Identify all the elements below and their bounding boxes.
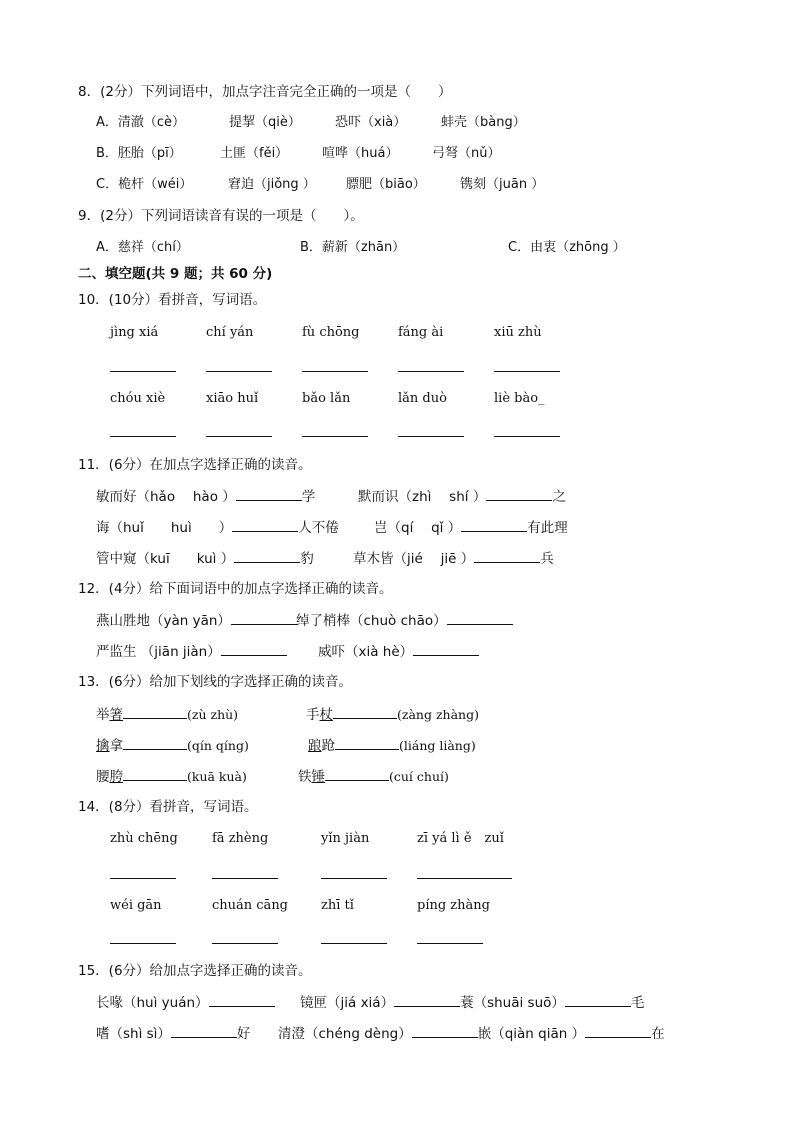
answer-blank[interactable] bbox=[413, 641, 479, 656]
answer-blank[interactable] bbox=[110, 878, 176, 879]
q14-pinyin: zhī tǐ bbox=[321, 898, 354, 913]
q11-item: 诲（huǐ huì ） bbox=[96, 520, 233, 536]
q11-item: 管中窥（kuī kuì ） bbox=[96, 551, 235, 567]
answer-blank[interactable] bbox=[474, 548, 540, 563]
answer-blank[interactable] bbox=[585, 1023, 651, 1038]
answer-blank[interactable] bbox=[212, 943, 278, 944]
q10-pinyin: xiāo huǐ bbox=[206, 391, 259, 406]
answer-blank[interactable] bbox=[236, 486, 302, 501]
q13-pinyin-choice: (zù zhù) bbox=[187, 707, 239, 722]
q11-item: 草木皆（jié jiē ） bbox=[353, 551, 475, 567]
q15-item: 长喙（huì yuán） bbox=[96, 995, 209, 1011]
q11-item: 默而识（zhì shí ） bbox=[358, 489, 487, 505]
section-heading: 二、填空题(共 9 题；共 60 分) bbox=[78, 266, 273, 282]
q13-underlined-char: 擒 bbox=[96, 738, 110, 754]
answer-blank[interactable] bbox=[123, 766, 187, 781]
q13-item bbox=[96, 766, 247, 787]
q13-item bbox=[308, 735, 476, 756]
q13-pinyin-choice: (liáng liàng) bbox=[399, 738, 476, 753]
q11-item: 人不倦 bbox=[298, 520, 339, 536]
q11-line bbox=[374, 517, 568, 538]
q8-option-c-2: 窘迫（jiǒng ） bbox=[228, 177, 316, 192]
q9-option-b: B．薪新（zhān） bbox=[300, 240, 406, 255]
answer-blank[interactable] bbox=[321, 878, 387, 879]
answer-blank[interactable] bbox=[171, 1023, 237, 1038]
q11-line bbox=[353, 548, 554, 569]
q9-option-a: A．慈祥（chí） bbox=[96, 240, 189, 255]
q10-pinyin: lǎn duò bbox=[398, 391, 447, 406]
q14-pinyin: píng zhàng bbox=[417, 898, 490, 913]
q12-stem: 12．(4分）给下面词语中的加点字选择正确的读音。 bbox=[78, 581, 393, 597]
q14-pinyin: zhù chēng bbox=[110, 831, 178, 846]
q15-line bbox=[300, 992, 644, 1013]
q11-line bbox=[358, 486, 566, 507]
q8-option-b-3: 喧哗（huá） bbox=[322, 146, 399, 161]
q13-text: 跄 bbox=[321, 738, 335, 754]
q13-pinyin-choice: (zàng zhàng) bbox=[397, 707, 479, 722]
answer-blank[interactable] bbox=[494, 371, 560, 372]
q10-stem: 10．(10分）看拼音，写词语。 bbox=[78, 292, 267, 308]
answer-blank[interactable] bbox=[565, 992, 631, 1007]
answer-blank[interactable] bbox=[110, 943, 176, 944]
answer-blank[interactable] bbox=[209, 992, 275, 1007]
q11-line bbox=[96, 517, 339, 538]
q15-line bbox=[96, 1023, 250, 1044]
q8-option-b-2: 土匪（fěi） bbox=[220, 146, 289, 161]
q10-pinyin: fù chōng bbox=[302, 325, 360, 340]
q8-option-a-3: 恐吓（xià） bbox=[335, 115, 407, 130]
q13-text: 铁 bbox=[298, 769, 312, 785]
q11-item: 有此理 bbox=[527, 520, 568, 536]
q15-item: 好 bbox=[236, 1026, 251, 1042]
q8-option-a-1: A．清澈（cè） bbox=[96, 115, 186, 130]
q13-text: 腰 bbox=[96, 769, 110, 785]
q15-line bbox=[278, 1023, 665, 1044]
answer-blank[interactable] bbox=[486, 486, 552, 501]
q12-line bbox=[296, 610, 513, 631]
q15-stem: 15．(6分）给加点字选择正确的读音。 bbox=[78, 963, 312, 979]
answer-blank[interactable] bbox=[231, 610, 297, 625]
q9-stem: 9．(2分）下列词语读音有误的一项是（ ）。 bbox=[78, 208, 364, 224]
q13-pinyin-choice: (kuā kuà) bbox=[187, 769, 247, 784]
q13-underlined-char: 杖 bbox=[319, 707, 333, 723]
q15-item: 镜匣（jiá xiá） bbox=[300, 995, 395, 1011]
q10-pinyin: chí yán bbox=[206, 325, 254, 340]
answer-blank[interactable] bbox=[302, 371, 368, 372]
q8-option-c-3: 膘肥（biāo） bbox=[346, 177, 426, 192]
q10-pinyin: bǎo lǎn bbox=[302, 391, 351, 406]
answer-blank[interactable] bbox=[398, 436, 464, 437]
q15-item: 毛 bbox=[630, 995, 645, 1011]
q11-line bbox=[96, 548, 314, 569]
answer-blank[interactable] bbox=[206, 371, 272, 372]
q8-option-b-1: B．胚胎（pī） bbox=[96, 146, 182, 161]
q11-item: 敏而好（hǎo hào ） bbox=[96, 489, 236, 505]
answer-blank[interactable] bbox=[206, 436, 272, 437]
q10-pinyin: liè bào_ bbox=[494, 391, 545, 406]
q14-pinyin: wéi gān bbox=[110, 898, 162, 913]
q13-text: 拿 bbox=[109, 738, 123, 754]
q8-stem: 8．(2分）下列词语中，加点字注音完全正确的一项是（ ） bbox=[78, 84, 452, 100]
q8-option-a-4: 蚌壳（bàng） bbox=[441, 115, 526, 130]
answer-blank[interactable] bbox=[123, 704, 187, 719]
answer-blank[interactable] bbox=[494, 436, 560, 437]
q10-pinyin: fáng ài bbox=[398, 325, 444, 340]
answer-blank[interactable] bbox=[302, 436, 368, 437]
q12-line bbox=[96, 641, 287, 662]
q13-text: 手 bbox=[306, 707, 320, 723]
q12-item: 绰了梢棒（chuò chāo） bbox=[296, 613, 447, 629]
q11-line bbox=[96, 486, 315, 507]
q12-line bbox=[96, 610, 297, 631]
q13-item bbox=[298, 766, 449, 787]
answer-blank[interactable] bbox=[232, 517, 298, 532]
q15-line bbox=[96, 992, 275, 1013]
q13-pinyin-choice: (cuí chuí) bbox=[389, 769, 449, 784]
q10-pinyin: jìng xiá bbox=[110, 325, 159, 340]
q15-item: 蓑（shuāi suō） bbox=[460, 995, 565, 1011]
q12-item: 威吓（xià hè） bbox=[318, 644, 414, 660]
q8-option-c-4: 镌刻（juān ） bbox=[460, 177, 545, 192]
answer-blank[interactable] bbox=[394, 992, 460, 1007]
q11-stem: 11．(6分）在加点字选择正确的读音。 bbox=[78, 457, 312, 473]
q13-item bbox=[96, 704, 238, 725]
answer-blank[interactable] bbox=[110, 371, 176, 372]
answer-blank[interactable] bbox=[412, 1023, 478, 1038]
q11-item: 学 bbox=[301, 489, 316, 505]
q14-pinyin: zī yá lì ě zuǐ bbox=[417, 831, 504, 846]
answer-blank[interactable] bbox=[325, 766, 389, 781]
q10-pinyin: xiū zhù bbox=[494, 325, 542, 340]
q13-underlined-char: 胯 bbox=[109, 769, 123, 785]
q13-stem: 13．(6分）给加下划线的字选择正确的读音。 bbox=[78, 674, 353, 690]
q12-line bbox=[318, 641, 479, 662]
answer-blank[interactable] bbox=[461, 517, 527, 532]
q11-item: 岂（qí qǐ ） bbox=[374, 520, 462, 536]
q13-item bbox=[306, 704, 479, 725]
answer-blank[interactable] bbox=[212, 878, 278, 879]
answer-blank[interactable] bbox=[417, 878, 512, 879]
q13-item bbox=[96, 735, 249, 756]
answer-blank[interactable] bbox=[335, 735, 399, 750]
q12-item: 燕山胜地（yàn yān） bbox=[96, 613, 231, 629]
answer-blank[interactable] bbox=[221, 641, 287, 656]
answer-blank[interactable] bbox=[447, 610, 513, 625]
answer-blank[interactable] bbox=[398, 371, 464, 372]
q14-pinyin: chuán cāng bbox=[212, 898, 289, 913]
answer-blank[interactable] bbox=[234, 548, 300, 563]
q15-item: 嵌（qiàn qiān ） bbox=[477, 1026, 586, 1042]
q14-pinyin: yǐn jiàn bbox=[321, 831, 370, 846]
q14-pinyin: fā zhèng bbox=[212, 831, 269, 846]
q8-option-b-4: 弓弩（nǔ） bbox=[432, 146, 501, 161]
q12-item: 严监生 （jiān jiàn） bbox=[96, 644, 221, 660]
q11-item: 之 bbox=[552, 489, 566, 505]
q8-option-a-2: 提挈（qiè） bbox=[229, 115, 301, 130]
answer-blank[interactable] bbox=[417, 943, 483, 944]
q11-item: 豹 bbox=[300, 551, 314, 567]
q15-item: 在 bbox=[651, 1026, 665, 1042]
q8-option-c-1: C．桅杆（wéi） bbox=[96, 177, 193, 192]
answer-blank[interactable] bbox=[123, 735, 187, 750]
q10-pinyin: chóu xiè bbox=[110, 391, 166, 406]
answer-blank[interactable] bbox=[110, 436, 176, 437]
q9-option-c: C．由衷（zhōng ） bbox=[508, 240, 626, 255]
q13-text: 举 bbox=[96, 707, 110, 723]
q13-underlined-char: 锤 bbox=[311, 769, 325, 785]
q11-item: 兵 bbox=[540, 551, 554, 567]
answer-blank[interactable] bbox=[321, 943, 387, 944]
q13-underlined-char: 踉 bbox=[308, 738, 322, 754]
q15-item: 嗜（shì sì） bbox=[96, 1026, 171, 1042]
q13-pinyin-choice: (qín qíng) bbox=[187, 738, 249, 753]
q13-underlined-char: 箸 bbox=[109, 707, 123, 723]
answer-blank[interactable] bbox=[333, 704, 397, 719]
q14-stem: 14．(8分）看拼音，写词语。 bbox=[78, 799, 258, 815]
q15-item: 清澄（chéng dèng） bbox=[278, 1026, 412, 1042]
